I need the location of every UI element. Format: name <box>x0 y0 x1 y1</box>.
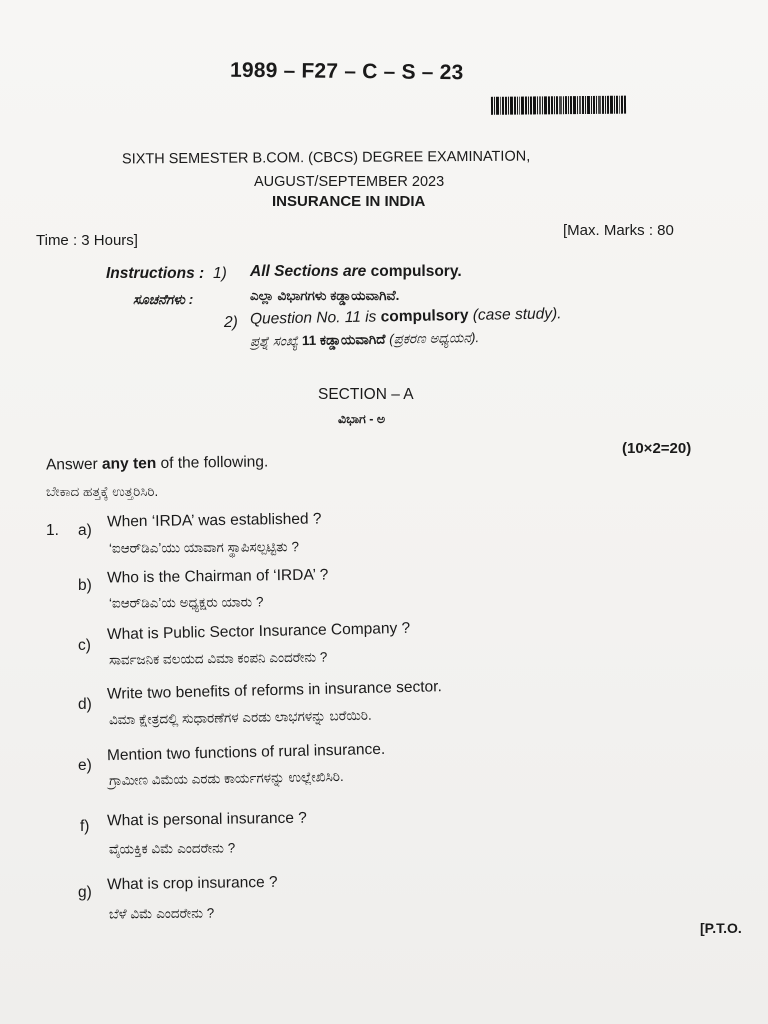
question-text: What is crop insurance ? <box>106 873 278 894</box>
instruction-2-kn-post: (ಪ್ರಕರಣ ಅಧ್ಯಯನ). <box>385 330 480 347</box>
instruction-2-kn-pre: ಪ್ರಶ್ನೆ ಸಂಖ್ಯೆ <box>249 333 303 349</box>
barcode-stripe <box>591 96 592 114</box>
barcode-stripe <box>519 97 520 115</box>
barcode-stripe <box>544 96 547 114</box>
question-text-kannada: ವಿಮಾ ಕ್ಷೇತ್ರದಲ್ಲಿ ಸುಧಾರಣೆಗಳ ಎರಡು ಲಾಭಗಳನ್ನು ಬರೆಯಿರಿ. <box>108 707 372 728</box>
barcode-stripe <box>607 96 609 114</box>
barcode-stripe <box>525 97 527 115</box>
barcode-stripe <box>559 96 562 114</box>
barcode-stripe <box>510 97 513 115</box>
barcode-stripe <box>551 96 553 114</box>
barcode-stripe <box>528 96 529 114</box>
barcode-stripe <box>616 96 618 114</box>
question-letter: e) <box>78 757 92 774</box>
barcode-stripe <box>502 97 504 115</box>
question-text-kannada: ಸಾರ್ವಜನಿಕ ವಲಯದ ವಿಮಾ ಕಂಪನಿ ಎಂದರೇನು ? <box>108 649 328 668</box>
answer-instruction <box>46 453 269 474</box>
answer-post: of the following. <box>156 453 269 473</box>
question-letter: g) <box>78 884 92 901</box>
barcode-stripe <box>514 97 516 115</box>
paper-code: 1989 – F27 – C – S – 23 <box>229 58 464 85</box>
answer-pre: Answer <box>45 455 103 474</box>
question-text: Who is the Chairman of ‘IRDA’ ? <box>106 566 329 587</box>
barcode-stripe <box>505 97 507 115</box>
barcode-stripe <box>587 96 590 114</box>
question-letter: a) <box>78 522 92 539</box>
barcode-stripe <box>521 97 524 115</box>
barcode-stripe <box>610 96 613 114</box>
question-text-kannada: ವೈಯಕ್ತಿಕ ವಿಮೆ ಎಂದರೇನು ? <box>108 840 236 857</box>
barcode-stripe <box>539 96 541 114</box>
barcode-stripe <box>556 96 558 114</box>
instructions-label: Instructions : <box>106 265 205 282</box>
barcode-stripe <box>554 96 555 114</box>
barcode-stripe <box>517 97 518 115</box>
barcode-stripe <box>602 96 604 114</box>
barcode-stripe <box>565 96 567 114</box>
barcode-stripe <box>570 96 572 114</box>
barcode-stripe <box>563 96 564 114</box>
instruction-1-kannada: ಎಲ್ಲಾ ವಿಭಾಗಗಳು ಕಡ್ಡಾಯವಾಗಿವೆ. <box>250 288 400 303</box>
instruction-2-text <box>250 305 562 328</box>
instructions-label-kannada: ಸೂಚನೆಗಳು : <box>133 292 194 307</box>
question-text-kannada: ಗ್ರಾಮೀಣ ವಿಮೆಯ ಎರಡು ಕಾರ್ಯಗಳನ್ನು ಉಲ್ಲೇಖಿಸಿರಿ. <box>108 768 344 789</box>
question-text: Write two benefits of reforms in insurance sector. <box>106 678 442 703</box>
time-allowed: Time : 3 Hours] <box>36 232 138 249</box>
barcode-stripe <box>614 96 615 114</box>
instruction-1-text <box>250 263 462 281</box>
answer-instruction-kannada: ಬೇಕಾದ ಹತ್ತಕ್ಕೆ ಉತ್ತರಿಸಿರಿ. <box>46 484 159 499</box>
question-letter: b) <box>78 577 92 594</box>
question-number: 1. <box>46 522 59 539</box>
barcode-stripe <box>494 97 495 115</box>
question-text: When ‘IRDA’ was established ? <box>106 510 322 531</box>
section-title: SECTION – A <box>318 386 414 403</box>
question-letter: c) <box>78 637 91 654</box>
question-letter: f) <box>80 818 90 835</box>
instruction-2-post: (case study). <box>468 305 562 324</box>
barcode-stripe <box>624 96 626 114</box>
instruction-1-bold: compulsory. <box>370 263 462 280</box>
instruction-2-pre: Question No. 11 is <box>249 308 381 328</box>
please-turn-over: [P.T.O. <box>700 920 742 936</box>
barcode-stripe <box>491 97 493 115</box>
barcode-stripe <box>533 96 536 114</box>
max-marks: [Max. Marks : 80 <box>563 222 674 239</box>
barcode-stripe <box>579 96 581 114</box>
instruction-2-bold: compulsory <box>380 306 469 326</box>
question-text: Mention two functions of rural insurance. <box>106 740 386 765</box>
section-title-kannada: ವಿಭಾಗ - ಅ <box>338 412 386 426</box>
barcode <box>491 95 681 115</box>
barcode-stripe <box>585 96 586 114</box>
question-text-kannada: ಬೆಳೆ ವಿಮೆ ಎಂದರೇನು ? <box>108 905 215 922</box>
barcode-stripe <box>596 96 597 114</box>
barcode-stripe <box>605 96 606 114</box>
barcode-stripe <box>548 96 550 114</box>
instruction-2-kannada <box>250 330 479 350</box>
instruction-1-number: 1) <box>213 265 227 282</box>
barcode-stripe <box>496 97 499 115</box>
question-text-kannada: ‘ಐಆರ್‌ಡಿಎ’ಯು ಯಾವಾಗ ಸ್ಥಾಪಿಸಲ್ಪಟ್ಟಿತು ? <box>108 539 300 556</box>
barcode-stripe <box>500 97 501 115</box>
barcode-stripe <box>530 96 532 114</box>
barcode-stripe <box>593 96 595 114</box>
question-text: What is Public Sector Insurance Company ? <box>106 619 411 644</box>
barcode-stripe <box>573 96 576 114</box>
barcode-stripe <box>568 96 569 114</box>
exam-title: SIXTH SEMESTER B.COM. (CBCS) DEGREE EXAMINATION, <box>121 148 531 168</box>
question-text: What is personal insurance ? <box>106 809 307 830</box>
barcode-stripe <box>577 96 578 114</box>
barcode-stripe <box>508 97 509 115</box>
instruction-1-pre: All Sections are <box>250 263 371 280</box>
answer-bold: any ten <box>101 455 157 473</box>
barcode-stripe <box>619 96 620 114</box>
barcode-stripe <box>582 96 584 114</box>
section-marks: (10×2=20) <box>622 440 692 457</box>
question-text-kannada: ‘ಐಆರ್‌ಡಿಎ’ಯ ಅಧ್ಯಕ್ಷರು ಯಾರು ? <box>108 594 264 611</box>
subject-title: INSURANCE IN INDIA <box>272 193 426 210</box>
barcode-stripe <box>542 96 543 114</box>
instruction-2-kn-bold: 11 ಕಡ್ಡಾಯವಾಗಿದೆ <box>301 331 386 349</box>
barcode-stripe <box>598 96 601 114</box>
barcode-stripe <box>621 96 623 114</box>
exam-session: AUGUST/SEPTEMBER 2023 <box>254 174 445 190</box>
instruction-2-number: 2) <box>224 314 238 331</box>
barcode-stripe <box>537 96 538 114</box>
question-letter: d) <box>78 696 92 713</box>
